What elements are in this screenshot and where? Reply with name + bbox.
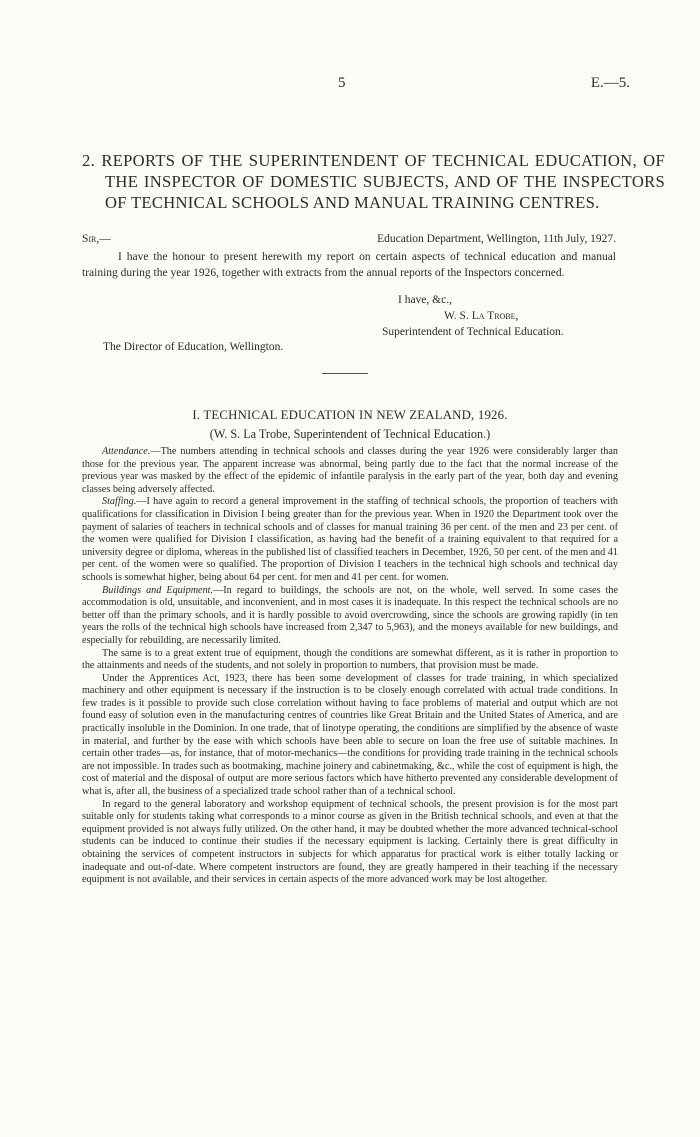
section-subtitle: (W. S. La Trobe, Superintendent of Technical Education.) — [209, 427, 491, 441]
paragraph-laboratory — [82, 799, 618, 887]
paragraph-text: —The numbers attending in technical schools and classes during the year 1926 were considerably larger than those for the previous year. The apparent increase was abnormal, being partly due to the fact that the normal increase of the previous year was masked by the effect of the epidemic of infantile paralysis in the early part of the year, both day and evening classes being adversely affected. — [82, 446, 618, 495]
page-reference: E.—5. — [590, 75, 630, 91]
document-title: 2. REPORTS OF THE SUPERINTENDENT OF TECHNICAL EDUCATION, OF THE INSPECTOR OF DOMESTIC SUBJECTS, AND OF THE INSPECTORS OF TECHNICAL SCHOOLS AND MANUAL TRAINING CENTRES. — [82, 151, 665, 212]
paragraph-heading: Attendance. — [102, 446, 151, 457]
paragraph-equipment — [82, 648, 618, 673]
dateline: Education Department, Wellington, 11th July, 1927. — [377, 233, 616, 245]
letter-body: I have the honour to present herewith my report on certain aspects of technical education and manual training during the year 1926, together with extracts from the annual reports of the Inspectors concerned. — [82, 251, 616, 279]
paragraph-staffing — [82, 496, 618, 584]
paragraph-attendance — [82, 446, 618, 496]
section-body — [82, 446, 618, 887]
section-divider — [322, 373, 368, 374]
paragraph-buildings — [82, 585, 618, 648]
paragraph-heading: Staffing. — [102, 496, 137, 508]
paragraph-text: —I have again to record a general improvement in the staffing of technical schools, the proportion of teachers with qualifications for classification in Division I being greater than for the previous year. When in 1920 the Department took over the payment of salaries of teachers in technical schools and of classes for manual training 36 per cent. of the men and 23 per cent. of the women were qualified for Division I classification, as having had the benefit of a training equivalent to that required for a university degree or diploma, whereas in the published list of classified teachers in December, 1926, 50 per cent. of the men and 41 per cent. of the women were so qualified. The proportion of Division I teachers in the technical high schools and technical day schools is somewhat higher, being about 64 per cent. for men and 41 per cent. for women. — [82, 496, 618, 583]
section-title: I. TECHNICAL EDUCATION IN NEW ZEALAND, 1926. — [192, 408, 508, 422]
addressee: The Director of Education, Wellington. — [103, 341, 284, 353]
paragraph-text: —In regard to buildings, the schools are not, on the whole, well served. In some cases the accommodation is old, unsuitable, and inconvenient, and in most cases it is inadequate. In this respect the technical schools are no better off than the primary schools, and it is hardly possible to avoid overcrowding, since the schools are growing rapidly (in ten years the rolls of the technical high schools have increased from 2,347 to 5,963), and the moneys available for new buildings, and especially for rebuilding, are necessarily limited. — [82, 584, 618, 646]
paragraph-heading: Buildings and Equipment. — [102, 584, 214, 596]
paragraph-text: In regard to the general laboratory and workshop equipment of technical schools, the present provision is for the most part suitable only for students taking what corresponds to a minor course as given in the British technical schools, and even at that the equipment provided is not always fully utilized. On the other hand, it may be doubted whether the more advanced technical-school students can be induced to continue their studies if the necessary equipment is lacking. Certainly there is great difficulty in obtaining the services of competent instructors in subjects for which apparatus for practical work is either totally lacking or inadequate and out-of-date. Where competent instructors are found, they are greatly hampered in their teaching if the necessary equipment is not available, and their services in certain aspects of the more advanced work may be lost altogether. — [82, 798, 618, 886]
signatory-position: Superintendent of Technical Education. — [382, 326, 564, 338]
page-number: 5 — [338, 75, 346, 91]
salutation: Sir,— — [82, 233, 111, 245]
paragraph-text: Under the Apprentices Act, 1923, there has been some development of classes for trade training, in which specialized machinery and other equipment is necessary if the instruction is to be closely enough correlated with actual trade conditions. In few trades is it possible to provide such close correlation without having to face problems of material and output which are not found easy of solution even in the manufacturing centres of countries like Great Britain and the United States of America, and are practically insoluble in the Dominion. In one trade, that of linotype operating, the conditions are simplified by the absence of waste in material, and further by the ease with which schools have been able to secure on loan the free use of suitable machines. In certain other trades—as, for instance, that of motor-mechanics—the conditions for providing trade training in the technical schools are not impossible. In trades such as bootmaking, machine joinery and cabinetmaking, &c., while the cost of equipment is high, the cost of material and the disposal of output are more serious factors which have hitherto prevented any considerable development of what is, after all, the business of a specialized trade school rather than of a technical school. — [82, 672, 618, 798]
paragraph-apprentices — [82, 673, 618, 799]
signatory: W. S. La Trobe, — [444, 310, 519, 322]
paragraph-text: The same is to a great extent true of equipment, though the conditions are somewhat different, as it is rather in proportion to the attainments and needs of the students, and not solely in proportion to numbers, that provision must be made. — [82, 647, 618, 672]
letter-closing: I have, &c., — [398, 294, 452, 306]
